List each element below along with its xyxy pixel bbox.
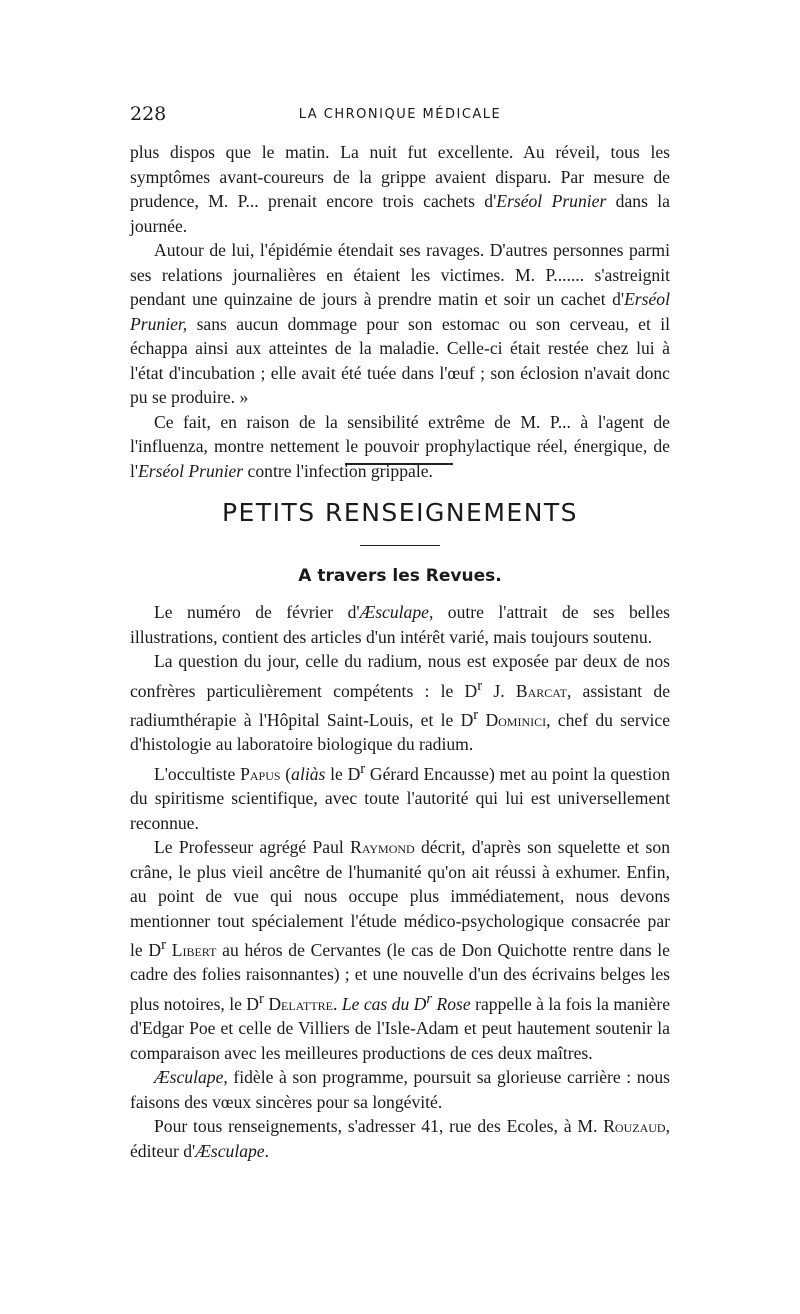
title-divider [360, 545, 440, 546]
page-number: 228 [130, 103, 167, 125]
running-title: LA CHRONIQUE MÉDICALE [298, 107, 502, 122]
author-name: Rouzaud [603, 1116, 666, 1137]
paragraph: Ce fait, en raison de la sensibilité extrême de M. P... à l'agent de l'influenza, montre nettement le pouvoir prophylactique réel, énergique, de l'Erséol Prunier contre l'infection grippale. [130, 411, 670, 481]
author-name: Raymond [350, 837, 415, 858]
paragraph: Le Professeur agrégé Paul Raymond décrit, d'après son squelette et son crâne, le plus vieil ancêtre de l'humanité qu'on ait réussi à exhumer. Enfin, au point de vue qui nous occupe plus immédiatement, nous devons mentionner tout spécialement l'étude médico-psychologique consacrée par le $D^r$ Libert au héros de Cervantes (le cas de Don Quichotte rentre dans le cadre des folies raisonnantes) ; et une nouvelle d'un des écrivains belges les plus notoires, le $D^r$ Delattre. Le cas du $D^r$ Rose rappelle à la fois la manière d'Edgar Poe et celle de Villiers de l'Isle-Adam et peut hautement soutenir la comparaison avec les meilleures productions de ces deux maîtres. [130, 837, 671, 1063]
paragraph: Æsculape, fidèle à son programme, poursuit sa glorieuse carrière : nous faisons des vœux sincères pour sa longévité. [130, 1067, 670, 1112]
revues-text [130, 600, 670, 1163]
author-name: Papus [240, 763, 281, 784]
subsection-title: A travers les Revues. [298, 566, 502, 586]
author-name: Delattre [268, 993, 334, 1014]
paragraph: Pour tous renseignements, s'adresser 41, rue des Ecoles, à M. Rouzaud, éditeur d'Æsculape. [130, 1116, 670, 1161]
paragraph: Autour de lui, l'épidémie étendait ses ravages. D'autres personnes parmi ses relations journalières en étaient les victimes. M. P....... s'astreignit pendant une quinzaine de jours à prendre matin et soir un cachet d'Erséol Prunier, sans aucun dommage pour son estomac ou son cerveau, et il échappa ainsi aux atteintes de la maladie. Celle-ci était restée chez lui à l'état d'incubation ; elle avait été tuée dans l'œuf ; son éclosion n'avait donc pu se produire. » [130, 240, 670, 407]
journal-name: Æsculape [359, 602, 429, 622]
journal-name: Æsculape [195, 1140, 265, 1161]
paragraph: L'occultiste Papus (aliàs le $D^r$ Gérard Encausse) met au point la question du spiritisme scientifique, avec toute l'autorité qui lui est universellement reconnue. [130, 760, 670, 833]
author-name: Dominici [485, 709, 547, 730]
section-title: PETITS RENSEIGNEMENTS [221, 498, 579, 527]
journal-name: Æsculape [154, 1067, 224, 1088]
paragraph: La question du jour, celle du radium, nous est exposée par deux de nos confrères particulièrement compétents : le $D^r$ J. Barcat, assistant de radiumthérapie à l'Hôpital Saint-Louis, et le $D^r$ Dominici, chef du service d'histologie au laboratoire biologique du radium. [130, 651, 671, 755]
page-header [130, 103, 670, 129]
paragraph: plus dispos que le matin. La nuit fut excellente. Au réveil, tous les symptômes avant-coureurs de la grippe avaient disparu. Par mesure de prudence, M. P... prenait encore trois cachets d'Erséol Prunier dans la journée. [130, 142, 670, 236]
story-title: Le cas du $D^r$ Rose [341, 990, 471, 1014]
author-name: Libert [171, 939, 217, 960]
continuation-text [130, 140, 670, 483]
paragraph: Le numéro de février d'Æsculape, outre l'attrait de ses belles illustrations, contient des articles d'un intérêt varié, mais toujours soutenu. [130, 602, 670, 647]
author-name: Barcat [515, 680, 567, 701]
section-divider [345, 463, 453, 465]
